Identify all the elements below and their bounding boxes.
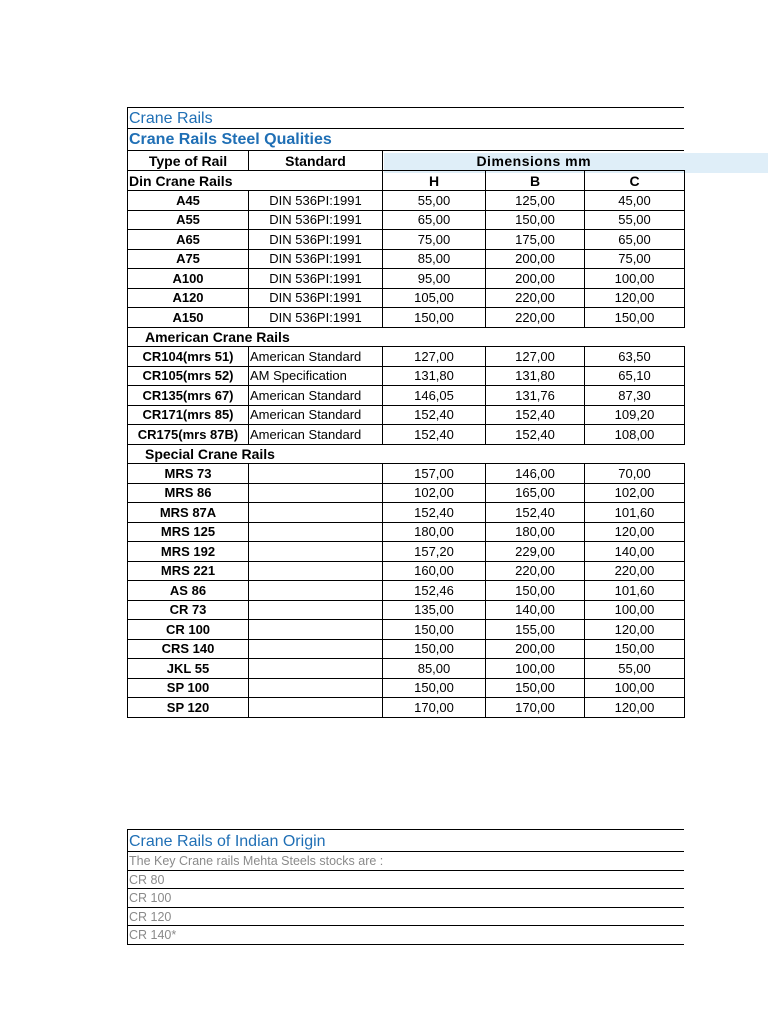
standard-cell: DIN 536PI:1991 [249, 269, 383, 289]
type-cell: MRS 221 [128, 561, 249, 581]
standard-cell [249, 542, 383, 562]
header-standard: Standard [249, 151, 383, 171]
c-cell: 150,00 [585, 639, 685, 659]
table-row [128, 542, 685, 562]
c-cell: 100,00 [585, 678, 685, 698]
type-cell: SP 120 [128, 698, 249, 718]
c-cell: 120,00 [585, 288, 685, 308]
standard-cell [249, 581, 383, 601]
standard-cell [249, 639, 383, 659]
indian-item: CR 120 [127, 908, 684, 927]
c-cell: 220,00 [585, 561, 685, 581]
standard-cell: DIN 536PI:1991 [249, 191, 383, 211]
table-row [128, 581, 685, 601]
h-cell: 95,00 [383, 269, 486, 289]
type-cell: A75 [128, 249, 249, 269]
table-row [128, 600, 685, 620]
standard-cell: American Standard [249, 347, 383, 367]
c-cell: 140,00 [585, 542, 685, 562]
c-cell: 65,00 [585, 230, 685, 250]
b-cell: 140,00 [486, 600, 585, 620]
type-cell: CR 73 [128, 600, 249, 620]
c-cell: 63,50 [585, 347, 685, 367]
standard-cell [249, 503, 383, 523]
standard-cell [249, 600, 383, 620]
table-row [128, 386, 685, 406]
h-cell: 75,00 [383, 230, 486, 250]
indian-item: CR 100 [127, 889, 684, 908]
special-section [128, 444, 685, 464]
standard-cell [249, 678, 383, 698]
type-cell: A100 [128, 269, 249, 289]
rails-table [127, 151, 685, 718]
table-row [128, 659, 685, 679]
h-cell: 152,40 [383, 425, 486, 445]
h-cell: 85,00 [383, 249, 486, 269]
type-cell: A45 [128, 191, 249, 211]
h-cell: 170,00 [383, 698, 486, 718]
b-cell: 150,00 [486, 678, 585, 698]
table-row [128, 230, 685, 250]
header-c: C [585, 171, 685, 191]
c-cell: 55,00 [585, 210, 685, 230]
table-row [128, 366, 685, 386]
table-row [128, 210, 685, 230]
b-cell: 152,40 [486, 503, 585, 523]
h-cell: 102,00 [383, 483, 486, 503]
type-cell: MRS 125 [128, 522, 249, 542]
table-row [128, 191, 685, 211]
c-cell: 150,00 [585, 308, 685, 328]
table-row [128, 405, 685, 425]
sheet-title: Crane Rails [127, 107, 684, 129]
h-cell: 152,40 [383, 503, 486, 523]
standard-cell: DIN 536PI:1991 [249, 288, 383, 308]
b-cell: 220,00 [486, 308, 585, 328]
standard-cell [249, 620, 383, 640]
standard-cell: American Standard [249, 405, 383, 425]
table-row [128, 639, 685, 659]
b-cell: 200,00 [486, 269, 585, 289]
header-row [128, 151, 685, 171]
standard-cell [249, 483, 383, 503]
c-cell: 87,30 [585, 386, 685, 406]
c-cell: 45,00 [585, 191, 685, 211]
standard-cell: DIN 536PI:1991 [249, 210, 383, 230]
standard-cell: DIN 536PI:1991 [249, 308, 383, 328]
table-row [128, 522, 685, 542]
indian-item: CR 140* [127, 926, 684, 945]
type-cell: A120 [128, 288, 249, 308]
c-cell: 102,00 [585, 483, 685, 503]
h-cell: 150,00 [383, 678, 486, 698]
h-cell: 55,00 [383, 191, 486, 211]
table-row [128, 269, 685, 289]
h-cell: 150,00 [383, 308, 486, 328]
type-cell: SP 100 [128, 678, 249, 698]
b-cell: 152,40 [486, 405, 585, 425]
din-section-label: Din Crane Rails [128, 171, 383, 191]
c-cell: 100,00 [585, 269, 685, 289]
table-row [128, 425, 685, 445]
b-cell: 131,76 [486, 386, 585, 406]
type-cell: A55 [128, 210, 249, 230]
indian-item: CR 80 [127, 871, 684, 890]
c-cell: 108,00 [585, 425, 685, 445]
type-cell: CR105(mrs 52) [128, 366, 249, 386]
type-cell: MRS 192 [128, 542, 249, 562]
b-cell: 125,00 [486, 191, 585, 211]
type-cell: A150 [128, 308, 249, 328]
h-cell: 157,00 [383, 464, 486, 484]
type-cell: CR135(mrs 67) [128, 386, 249, 406]
h-cell: 157,20 [383, 542, 486, 562]
type-cell: CR104(mrs 51) [128, 347, 249, 367]
header-b: B [486, 171, 585, 191]
table-row [128, 698, 685, 718]
c-cell: 55,00 [585, 659, 685, 679]
table-row [128, 249, 685, 269]
h-cell: 146,05 [383, 386, 486, 406]
standard-cell [249, 464, 383, 484]
b-cell: 220,00 [486, 288, 585, 308]
header-type: Type of Rail [128, 151, 249, 171]
b-cell: 200,00 [486, 639, 585, 659]
b-cell: 165,00 [486, 483, 585, 503]
table-row [128, 464, 685, 484]
h-cell: 152,46 [383, 581, 486, 601]
indian-title: Crane Rails of Indian Origin [127, 829, 684, 852]
c-cell: 70,00 [585, 464, 685, 484]
type-cell: CR171(mrs 85) [128, 405, 249, 425]
b-cell: 229,00 [486, 542, 585, 562]
h-cell: 135,00 [383, 600, 486, 620]
table-row [128, 620, 685, 640]
standard-cell [249, 561, 383, 581]
type-cell: MRS 86 [128, 483, 249, 503]
table-row [128, 503, 685, 523]
table-row [128, 308, 685, 328]
c-cell: 100,00 [585, 600, 685, 620]
c-cell: 109,20 [585, 405, 685, 425]
b-cell: 170,00 [486, 698, 585, 718]
c-cell: 65,10 [585, 366, 685, 386]
table-row [128, 483, 685, 503]
sheet-subtitle: Crane Rails Steel Qualities [127, 129, 684, 151]
b-cell: 175,00 [486, 230, 585, 250]
c-cell: 101,60 [585, 503, 685, 523]
american-section-label: American Crane Rails [128, 327, 685, 347]
h-cell: 105,00 [383, 288, 486, 308]
table-row [128, 288, 685, 308]
header-dimensions: Dimensions mm [383, 151, 685, 171]
table-row [128, 347, 685, 367]
type-cell: CR 100 [128, 620, 249, 640]
h-cell: 180,00 [383, 522, 486, 542]
b-cell: 152,40 [486, 425, 585, 445]
b-cell: 127,00 [486, 347, 585, 367]
type-cell: CR175(mrs 87B) [128, 425, 249, 445]
c-cell: 120,00 [585, 522, 685, 542]
special-section-label: Special Crane Rails [128, 444, 685, 464]
h-cell: 131,80 [383, 366, 486, 386]
type-cell: MRS 73 [128, 464, 249, 484]
h-cell: 65,00 [383, 210, 486, 230]
b-cell: 146,00 [486, 464, 585, 484]
b-cell: 150,00 [486, 210, 585, 230]
c-cell: 120,00 [585, 698, 685, 718]
type-cell: CRS 140 [128, 639, 249, 659]
indian-intro: The Key Crane rails Mehta Steels stocks are : [127, 852, 684, 871]
b-cell: 220,00 [486, 561, 585, 581]
c-cell: 75,00 [585, 249, 685, 269]
type-cell: MRS 87A [128, 503, 249, 523]
type-cell: AS 86 [128, 581, 249, 601]
b-cell: 155,00 [486, 620, 585, 640]
standard-cell [249, 659, 383, 679]
crane-rails-sheet [127, 107, 684, 718]
indian-origin-section [127, 829, 684, 945]
standard-cell: DIN 536PI:1991 [249, 249, 383, 269]
c-cell: 120,00 [585, 620, 685, 640]
h-cell: 150,00 [383, 639, 486, 659]
standard-cell: American Standard [249, 386, 383, 406]
standard-cell [249, 522, 383, 542]
din-header-row [128, 171, 685, 191]
c-cell: 101,60 [585, 581, 685, 601]
table-row [128, 561, 685, 581]
type-cell: A65 [128, 230, 249, 250]
standard-cell: DIN 536PI:1991 [249, 230, 383, 250]
h-cell: 152,40 [383, 405, 486, 425]
american-section [128, 327, 685, 347]
h-cell: 150,00 [383, 620, 486, 640]
b-cell: 131,80 [486, 366, 585, 386]
b-cell: 180,00 [486, 522, 585, 542]
b-cell: 200,00 [486, 249, 585, 269]
b-cell: 100,00 [486, 659, 585, 679]
header-h: H [383, 171, 486, 191]
h-cell: 127,00 [383, 347, 486, 367]
b-cell: 150,00 [486, 581, 585, 601]
type-cell: JKL 55 [128, 659, 249, 679]
standard-cell [249, 698, 383, 718]
standard-cell: AM Specification [249, 366, 383, 386]
h-cell: 160,00 [383, 561, 486, 581]
standard-cell: American Standard [249, 425, 383, 445]
table-row [128, 678, 685, 698]
h-cell: 85,00 [383, 659, 486, 679]
